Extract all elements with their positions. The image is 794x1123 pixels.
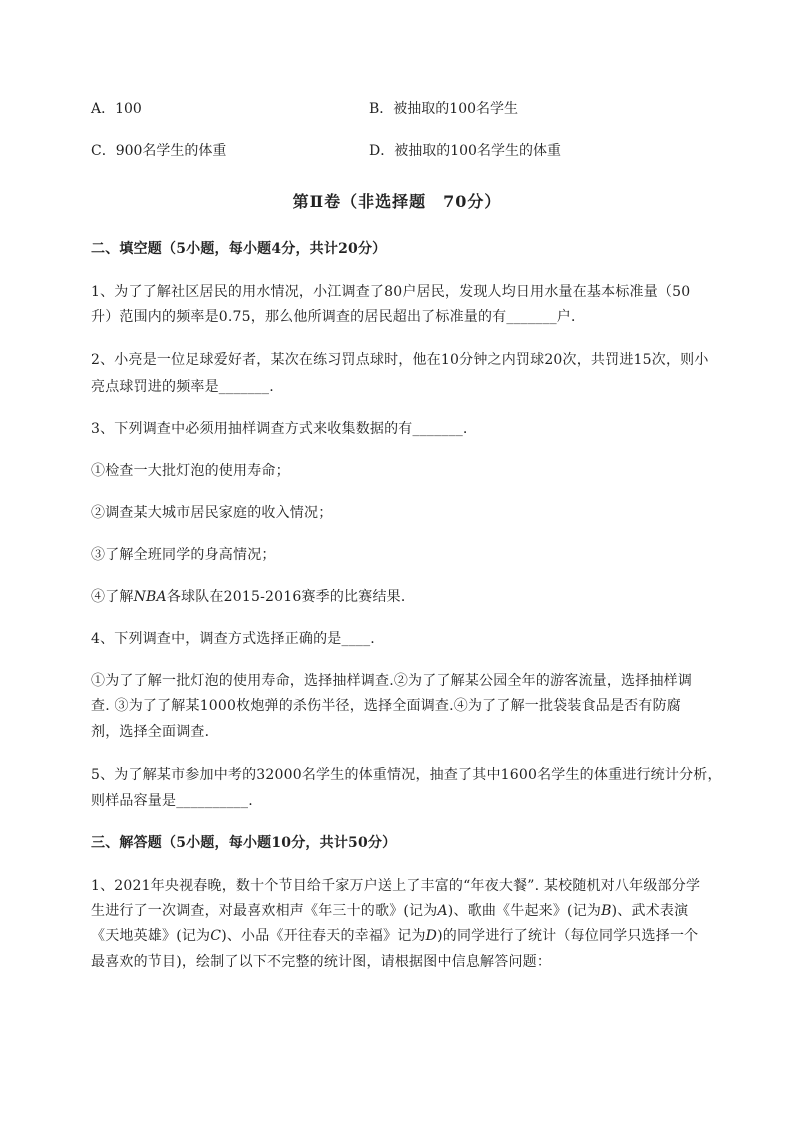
fill-q2-line2: 亮点球罚进的频率是_______. <box>91 379 274 395</box>
option-b: B．被抽取的100名学生 <box>369 101 519 117</box>
fill-blank-heading: 二、填空题（5小题，每小题4分，共计20分） <box>91 241 387 257</box>
fill-q4-stem: 4、下列调查中，调查方式选择正确的是____. <box>91 631 375 647</box>
fill-q4-body-line1: ①为了了解一批灯泡的使用寿命，选择抽样调查.②为了了解某公园全年的游客流量，选择抽样调 <box>91 673 693 689</box>
answer-q1-line3-part1: 《天地英雄》(记为 <box>91 928 211 944</box>
option-a: A．100 <box>91 101 142 117</box>
fill-q3-item4-suffix: 各球队在2015-2016赛季的比赛结果． <box>166 589 416 605</box>
fill-q3-item2: ②调查某大城市居民家庭的收入情况； <box>91 505 333 521</box>
nba-text: NBA <box>133 589 167 605</box>
label-c: C <box>210 928 222 944</box>
fill-q3-item1: ①检查一大批灯泡的使用寿命； <box>91 463 290 479</box>
answer-q1-line3-part3: )的同学进行了统计（每位同学只选择一个 <box>437 928 699 944</box>
label-d: D <box>425 928 438 944</box>
fill-q1-line1: 1、为了了解社区居民的用水情况，小江调查了80户居民，发现人均日用水量在基本标准量（50 <box>91 284 691 300</box>
answer-q1-line2 <box>91 901 688 921</box>
fill-q5-line1: 5、为了解某市参加中考的32000名学生的体重情况，抽查了其中1600名学生的体重进行统计分析， <box>91 767 722 783</box>
label-a: A <box>437 903 448 919</box>
answer-q1-line2-part1: 生进行了一次调查，对最喜欢相声《年三十的歌》(记为 <box>91 903 438 919</box>
answer-q1-line2-part3: )、武术表演 <box>611 903 689 919</box>
answer-q1-line3-part2: )、小品《开往春天的幸福》记为 <box>221 928 426 944</box>
fill-q3-item3: ③了解全班同学的身高情况； <box>91 547 276 563</box>
fill-q1-line2: 升）范围内的频率是0.75，那么他所调查的居民超出了标准量的有_______户． <box>91 309 586 325</box>
answer-q1-line3 <box>91 926 698 946</box>
answer-q1-line4: 最喜欢的节目)，绘制了以下不完整的统计图，请根据图中信息解答问题： <box>91 954 552 970</box>
fill-q2-line1: 2、小亮是一位足球爱好者，某次在练习罚点球时，他在10分钟之内罚球20次，共罚进15次，则小 <box>91 352 709 368</box>
answer-q1-line2-part2: )、歌曲《牛起来》(记为 <box>447 903 602 919</box>
fill-q5-line2: 则样品容量是__________. <box>91 793 253 809</box>
part2-title: 第Ⅱ卷（非选择题 70分） <box>292 192 502 211</box>
fill-q3-item4 <box>91 587 415 607</box>
option-c: C．900名学生的体重 <box>91 143 227 159</box>
fill-q3-item4-prefix: ④了解 <box>91 589 134 605</box>
answer-q1-line1: 1、2021年央视春晚，数十个节目给千家万户送上了丰富的“年夜大餐”. 某校随机对八年级部分学 <box>91 878 701 894</box>
option-d: D．被抽取的100名学生的体重 <box>369 143 561 159</box>
label-b: B <box>601 903 612 919</box>
answer-heading: 三、解答题（5小题，每小题10分，共计50分） <box>91 835 397 851</box>
fill-q3-stem: 3、下列调查中必须用抽样调查方式来收集数据的有_______. <box>91 421 468 437</box>
fill-q4-body-line2: 查. ③为了了解某1000枚炮弹的杀伤半径，选择全面调查.④为了了解一批袋装食品是否有防腐 <box>91 698 681 714</box>
fill-q4-body-line3: 剂，选择全面调查． <box>91 724 219 740</box>
